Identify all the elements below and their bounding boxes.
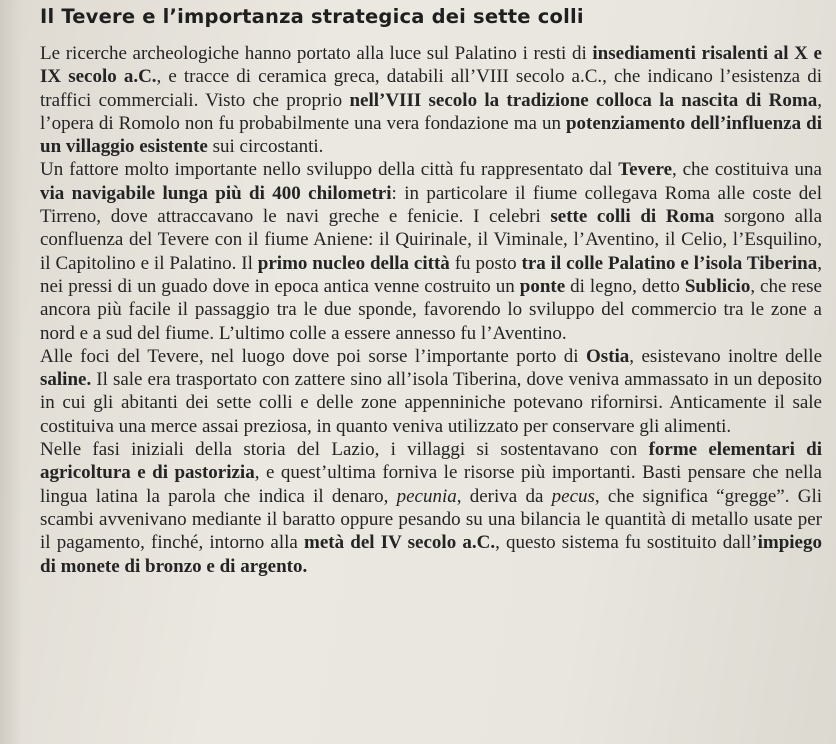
text-run: , che costituiva una	[672, 159, 822, 181]
paragraph-settlements	[40, 42, 822, 158]
text-run: Un fattore molto importante nello sviluppo della città fu rappresentato dal	[40, 159, 619, 181]
bold-run: forme elementari di agricoltura e di pastorizia	[40, 439, 822, 484]
text-run: , e quest’ultima forniva le risorse più importanti. Basti pensare che nella lingua latina la parola che indica il denaro,	[40, 462, 822, 507]
paragraph-salt	[40, 345, 822, 438]
bold-run: sette colli di Roma	[550, 206, 715, 228]
bold-run: Ostia	[586, 345, 630, 367]
text-run: fu posto	[449, 252, 522, 274]
text-run: , nei pressi di un guado dove in epoca antica venne costruito un	[40, 252, 822, 297]
bold-run: Tevere	[618, 159, 673, 181]
italic-run: pecunia	[396, 485, 457, 507]
text-run: , esistevano inoltre delle	[629, 345, 823, 367]
italic-run: pecus	[551, 485, 595, 507]
text-run: : in particolare il fiume collegava Roma alle coste del Tirreno, dove attraccavano le navi greche e fenicie. I celebri	[40, 182, 822, 228]
page-gutter-shadow	[0, 0, 22, 744]
section-title: Il Tevere e l’importanza strategica dei sette colli	[40, 5, 584, 28]
bold-run: potenziamento dell’influenza di un villaggio esistente	[40, 112, 822, 158]
bold-run: tra il colle Palatino e l’isola Tiberina	[521, 252, 818, 274]
text-run: , questo sistema fu sostituito dall’	[495, 532, 758, 554]
text-run: Le ricerche archeologiche hanno portato alla luce sul Palatino i resti di	[40, 43, 593, 64]
body-text	[40, 42, 822, 578]
text-run: di legno, detto	[565, 275, 685, 297]
bold-run: Sublicio	[684, 275, 751, 297]
text-run: Il sale era trasportato con zattere sino all’isola Tiberina, dove veniva ammassato in un deposito in cui gli abitanti dei sette colli e delle zone appenniniche potevano rifornirsi. Anticamente il sale costituiva una merce assai preziosa, in quanto veniva utilizzato per conservare gli alimenti.	[40, 369, 822, 437]
text-run: , che rese ancora più facile il passaggio tra le due sponde, favorendo lo sviluppo del commercio tra le zone a nord e a sud del fiume. L’ultimo colle a essere annesso fu l’Aventino.	[40, 275, 822, 344]
text-run: Nelle fasi iniziali della storia del Lazio, i villaggi si sostentavano con	[40, 439, 649, 461]
text-run: , e tracce di ceramica greca, databili all’VIII secolo a.C., che indicano l’esistenza di traffici commerciali. Visto che proprio	[40, 66, 822, 111]
text-run: sorgono alla confluenza del Tevere con il fiume Aniene: il Quirinale, il Viminale, l’Aventino, il Celio, l’Esquilino, il Capitolino e il Palatino. Il	[40, 206, 823, 274]
paragraph-economy	[40, 438, 822, 578]
text-run: Alle foci del Tevere, nel luogo dove poi sorse l’importante porto di	[40, 345, 587, 367]
text-run: , deriva da	[456, 485, 552, 507]
bold-run: ponte	[519, 275, 566, 297]
text-run: sui circostanti.	[207, 136, 324, 158]
bold-run: impiego di monete di bronzo e di argento.	[40, 532, 822, 577]
paragraph-tiber-hills	[40, 158, 822, 344]
bold-run: nell’VIII secolo la tradizione colloca la nascita di Roma	[349, 89, 818, 111]
text-run: , che significa “gregge”. Gli scambi avvenivano mediante il baratto oppure pesando su una bilancia le quantità di metallo usate per il pagamento, finché, intorno alla	[40, 485, 822, 554]
bold-run: saline.	[40, 369, 92, 391]
bold-run: metà del IV secolo a.C.	[304, 532, 496, 554]
text-run: , l’opera di Romolo non fu probabilmente una vera fondazione ma un	[40, 89, 822, 134]
bold-run: primo nucleo della città	[257, 252, 450, 274]
bold-run: via navigabile lunga più di 400 chilometri	[40, 182, 392, 204]
bold-run: insediamenti risalenti al X e IX secolo a.C.	[40, 43, 822, 88]
